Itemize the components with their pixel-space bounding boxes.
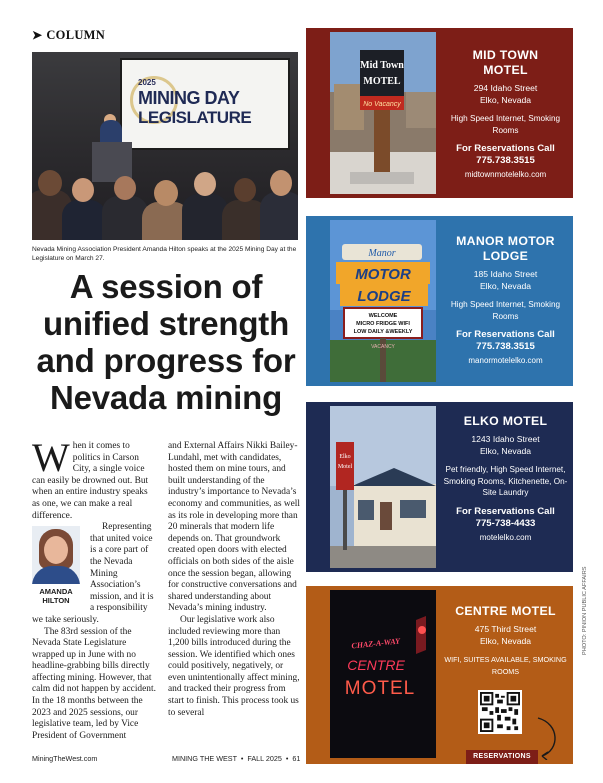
motel-address: 185 Idaho Street Elko, Nevada xyxy=(473,269,538,291)
motel-name: ELKO MOTEL xyxy=(463,414,548,428)
website-link[interactable]: manormotelelko.com xyxy=(468,356,543,365)
reservation-qr-code-icon[interactable] xyxy=(478,690,522,734)
screen-title-line1: MINING DAY xyxy=(138,88,240,108)
centre-sign-photo xyxy=(330,590,436,758)
headline: A session of unified strength and progress for Nevada mining xyxy=(36,268,296,416)
manor-sign-photo xyxy=(330,220,436,382)
motel-name: MID TOWN MOTEL xyxy=(472,48,539,77)
screen-title-line2: LEGISLATURE xyxy=(138,108,252,127)
ad-elko-motel xyxy=(306,402,573,572)
author-block xyxy=(32,526,86,605)
ad-mid-town-motel xyxy=(306,28,573,198)
article-column-2 xyxy=(168,441,300,719)
dropcap: W xyxy=(32,435,70,480)
elko-motel-photo xyxy=(330,406,436,568)
paragraph: Representing that united voice is a core part of the Nevada Mining Association’s mission, and it is a responsibility we take seriously. xyxy=(32,522,154,625)
screen-year: 2025 xyxy=(138,78,156,87)
website-link[interactable]: motelelko.com xyxy=(479,532,532,542)
motel-address: 475 Third Street Elko, Nevada xyxy=(474,624,537,646)
reservation-label: For Reservations Call xyxy=(456,143,555,154)
section-tag xyxy=(32,28,105,43)
sign-vacancy: No Vacancy xyxy=(363,101,401,108)
section-tag-label: COLUMN xyxy=(46,28,106,42)
chevron-right-icon: ➤ xyxy=(32,28,43,42)
motel-address: 294 Idaho Street Elko, Nevada xyxy=(473,83,538,105)
sign-centre: CENTRE xyxy=(347,657,405,673)
sign-board-line2: MICRO FRIDGE WIFI xyxy=(356,321,410,327)
phone-number[interactable]: 775.738.3515 xyxy=(476,155,535,166)
motel-address: 1243 Idaho Street Elko, Nevada xyxy=(471,434,540,456)
sign-line1: Mid Town xyxy=(360,60,404,71)
phone-number[interactable]: 775.738.3515 xyxy=(476,341,535,352)
presentation-screen xyxy=(120,58,290,150)
sign-lodge: LODGE xyxy=(357,288,411,305)
audience xyxy=(32,150,298,240)
paragraph: The 83rd session of the Nevada State Legislature wrapped up in June with no headline-grabbing bills directly affecting mining. However, that calm did not happen by accident. In the 18 months between the 2023 and 2025 sessions, our legislative team, led by Vice President of Government xyxy=(32,626,156,741)
sign-line1: Elko xyxy=(339,454,351,460)
mid-town-sign-photo xyxy=(330,32,436,194)
ad-centre-motel xyxy=(306,586,573,764)
motel-amenities: High Speed Internet, Smoking Rooms xyxy=(450,300,561,321)
ad-info xyxy=(438,402,573,544)
author-photo xyxy=(32,526,80,584)
motel-name: MANOR MOTOR LODGE xyxy=(456,234,555,263)
article-column-1 xyxy=(32,435,156,742)
ad-info xyxy=(438,28,573,181)
photo-credit: PHOTO: PINION PUBLIC AFFAIRS xyxy=(582,566,588,655)
website-link[interactable]: midtownmotelelko.com xyxy=(464,170,547,179)
page-number: 61 xyxy=(292,754,301,763)
motel-amenities: High Speed Internet, Smoking Rooms xyxy=(450,114,561,135)
paragraph: When it comes to politics in Carson City, a single voice can easily be drowned out. But when an entire industry speaks as one, we can make a real difference. xyxy=(32,435,149,521)
author-name: AMANDA HILTON xyxy=(39,587,73,606)
paragraph: and External Affairs Nikki Bailey-Lundahl, met with candidates, hosted them on mine tours, and built understanding of the industry’s importance to Nevada’s economy and communities, as well as its role in developing more than 20 minerals that modern life depends on. That groundwork created open doors with elected officials on both sides of the aisle once the session began, allowing for constructive conversations and shared understanding about Nevada’s mining industry. xyxy=(168,441,301,614)
phone-number[interactable]: 775-738-4433 xyxy=(475,517,536,529)
photo-caption: Nevada Mining Association President Amanda Hilton speaks at the 2025 Mining Day at the Legislature on March 27. xyxy=(32,246,297,262)
reservation-label: For Reservations Call xyxy=(456,329,555,340)
ad-info xyxy=(438,586,573,677)
reservations-button[interactable]: RESERVATIONS xyxy=(466,750,538,764)
reservation-label: For Reservations Call xyxy=(456,505,555,517)
sign-line2: MOTEL xyxy=(363,76,401,87)
sign-board-line1: WELCOME xyxy=(368,313,398,319)
paragraph: Our legislative work also included reviewing more than 1,200 bills introduced during the session. We identified which ones could positively, negatively, or even unintentionally affect mining, and tracked their progress from start to finish. This process took us to several xyxy=(168,614,300,718)
sign-chaz: CHAZ-A-WAY xyxy=(351,636,401,651)
footer-folio: MINING THE WEST • FALL 2025 • 61 xyxy=(172,754,301,763)
footer-website: MiningTheWest.com xyxy=(32,754,98,763)
motel-amenities: Pet friendly, High Speed Internet, Smoking Rooms, Kitchenette, On-Site Laundry xyxy=(443,465,568,497)
ad-info xyxy=(438,216,573,367)
sign-motor: MOTOR xyxy=(355,266,411,283)
ad-manor-motor-lodge xyxy=(306,216,573,386)
motel-name: CENTRE MOTEL xyxy=(455,604,556,618)
event-photo xyxy=(32,52,298,240)
sign-manor: Manor xyxy=(368,248,396,259)
sign-line2: Motel xyxy=(337,464,353,470)
sign-vacancy: VACANCY xyxy=(371,344,395,350)
sign-motel: MOTEL xyxy=(344,678,416,699)
sign-board-line3: LOW DAILY &WEEKLY xyxy=(353,329,413,335)
motel-amenities: WIFI, SUITES AVAILABLE, SMOKING ROOMS xyxy=(444,655,567,676)
